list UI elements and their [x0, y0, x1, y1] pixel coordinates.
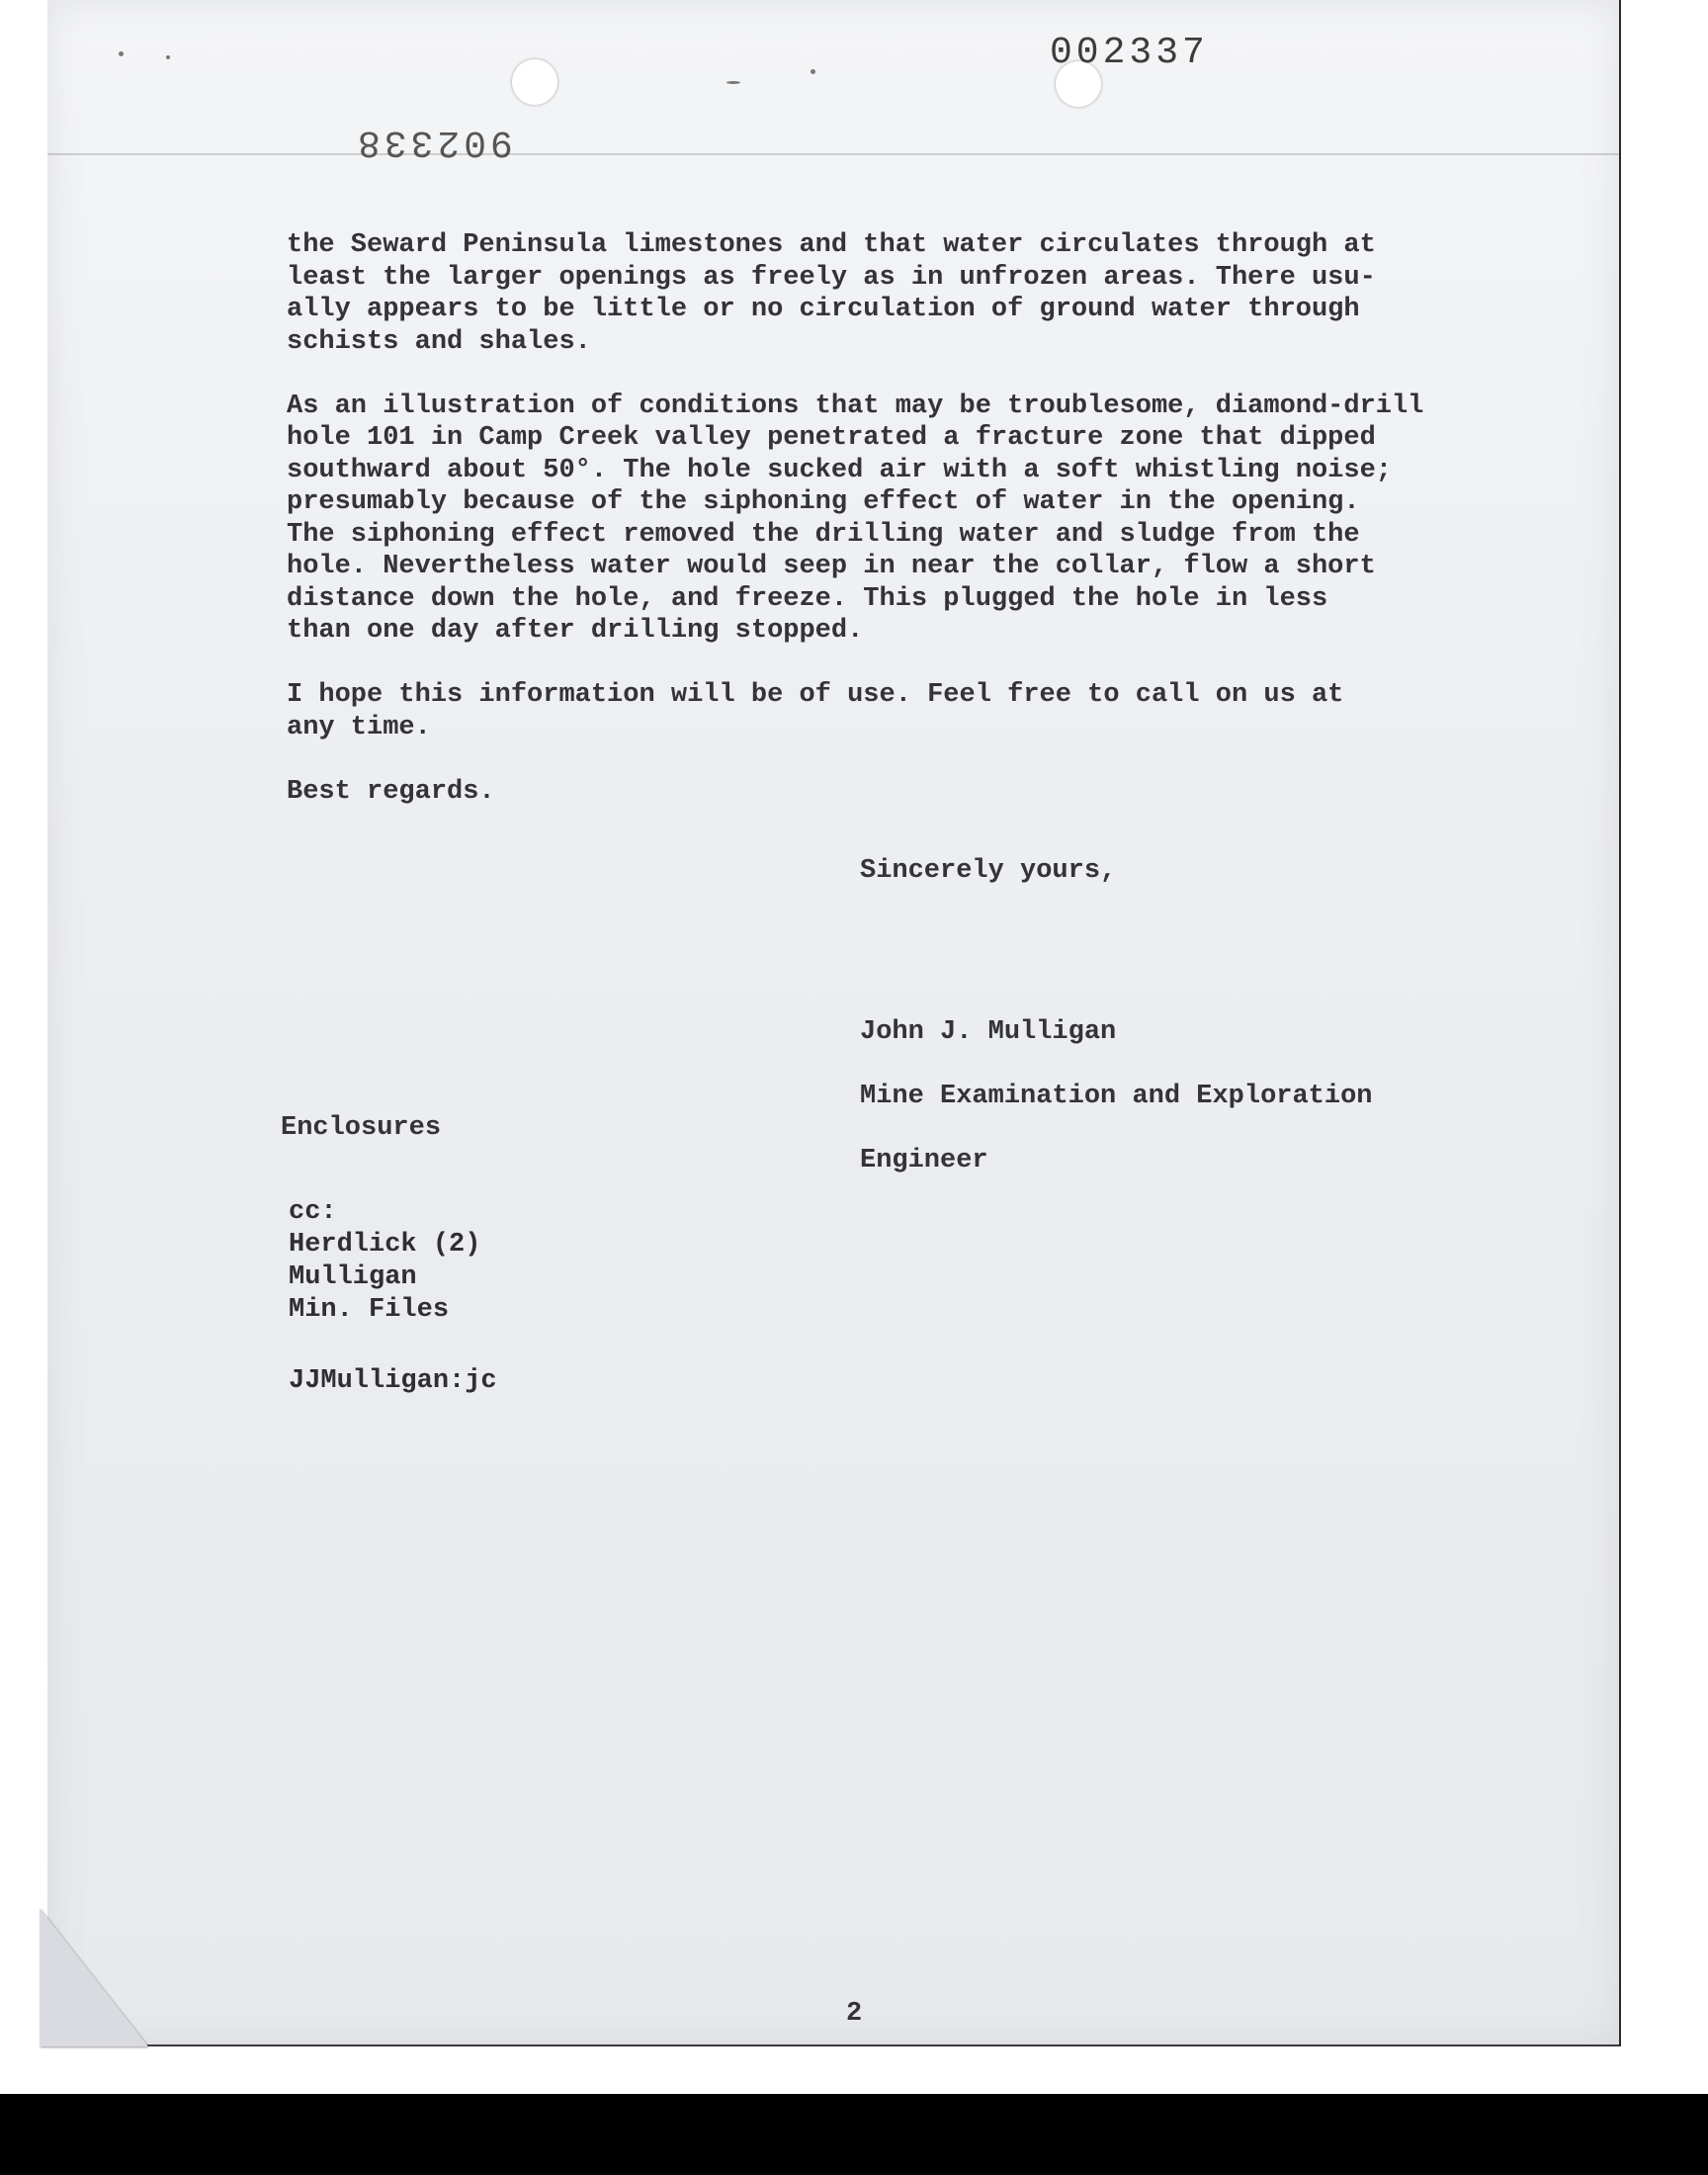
document-serial-number-inverted: 902338	[354, 121, 513, 163]
scan-speck	[726, 81, 740, 84]
cc-label: cc:	[289, 1197, 337, 1227]
scan-speck	[119, 51, 124, 56]
cc-recipient: Mulligan	[289, 1262, 417, 1292]
signer-title-line1: Mine Examination and Exploration	[860, 1081, 1373, 1111]
paragraph-offer-help: I hope this information will be of use. Feel free to call on us at any time.	[287, 680, 1344, 742]
document-serial-number: 002337	[1050, 32, 1209, 74]
paragraph-drill-hole-illustration: As an illustration of conditions that may be troublesome, diamond-drill hole 101 in Camp Creek valley penetrated a fracture zone that dipped southward about 50°. The hole sucked air with a soft whistling noise; presumably because of the siphoning effect of water in the opening. The siphoning effect removed the drilling water and sludge from the hole. Nevertheless water would seep in near the collar, flow a short distance down the hole, and freeze. This plugged the hole in less than one day after drilling stopped.	[287, 391, 1424, 646]
closing-salutation: Sincerely yours,	[860, 856, 1117, 886]
scan-speck	[811, 69, 815, 74]
cc-recipient: Min. Files	[289, 1295, 450, 1325]
paper-crease	[47, 153, 1619, 155]
signature-block	[860, 984, 1372, 1209]
folded-corner	[40, 1908, 148, 2046]
signer-title-line2: Engineer	[860, 1145, 988, 1175]
signer-name: John J. Mulligan	[860, 1016, 1117, 1047]
punch-hole-left	[512, 59, 557, 105]
letter-body	[287, 229, 1473, 840]
cc-recipient: Herdlick (2)	[289, 1230, 481, 1260]
paragraph-groundwater: the Seward Peninsula limestones and that water circulates through at least the larger openings as freely as in unfrozen areas. There usu- ally appears to be little or no circulation of ground water through schists and shales.	[287, 230, 1376, 357]
scan-speck	[166, 55, 170, 59]
typist-initials: JJMulligan:jc	[289, 1366, 497, 1396]
carbon-copy-list	[289, 1196, 480, 1327]
page-number: 2	[846, 1999, 863, 2029]
enclosures-label: Enclosures	[281, 1113, 442, 1143]
paragraph-regards: Best regards.	[287, 776, 495, 807]
scanner-bottom-band	[0, 2094, 1708, 2175]
